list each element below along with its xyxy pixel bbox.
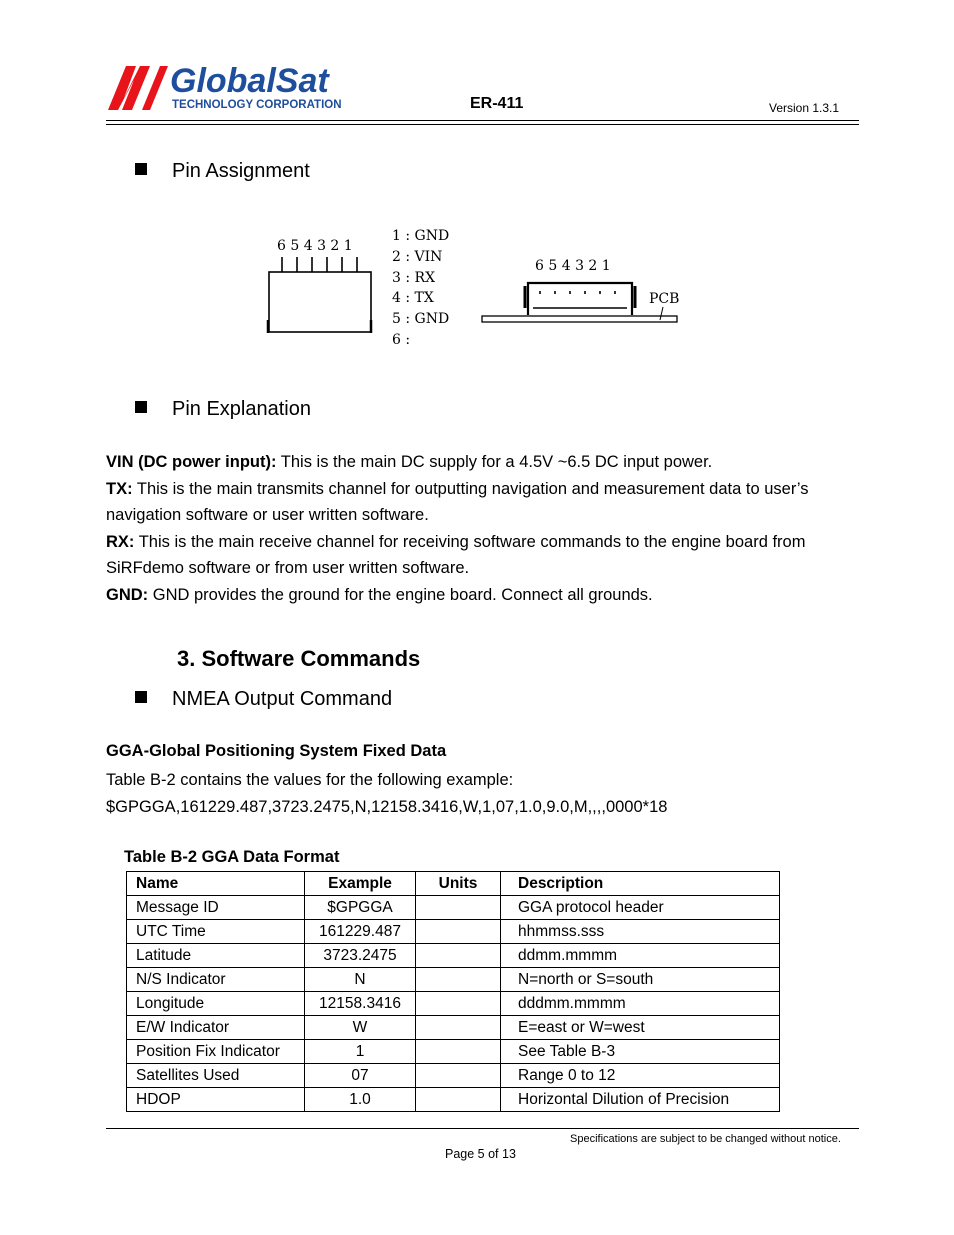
- table-header-row: [127, 872, 780, 896]
- cell-units: [416, 1016, 501, 1040]
- vin-description: [106, 449, 866, 476]
- cell-example: 3723.2475: [305, 944, 416, 968]
- nmea-heading: [135, 688, 392, 711]
- table-row: [127, 896, 780, 920]
- square-bullet-icon: [135, 401, 147, 413]
- gnd-term: GND:: [106, 585, 149, 604]
- footer-note: Specifications are subject to be changed without notice.: [570, 1133, 841, 1145]
- cell-description: GGA protocol header: [501, 896, 780, 920]
- rx-text: This is the main receive channel for receiving software commands to the engine board from SiRFdemo software or from user written software.: [106, 532, 806, 577]
- pin-assignment-heading: [135, 160, 310, 183]
- pin-label-4: 4 : TX: [392, 290, 434, 306]
- pin-explanation-body: [106, 449, 866, 608]
- cell-example: 1: [305, 1040, 416, 1064]
- pin-list: [392, 228, 449, 348]
- column-header-units: Units: [416, 872, 501, 896]
- table-caption: Table B-2 GGA Data Format: [124, 848, 340, 866]
- doc-title: ER-411: [470, 95, 524, 112]
- gga-example-sentence: $GPGGA,161229.487,3723.2475,N,12158.3416,W,1,07,1.0,9.0,M,,,,0000*18: [106, 798, 668, 816]
- tx-text: This is the main transmits channel for outputting navigation and measurement data to user’s navigation software or user written software.: [106, 479, 809, 524]
- cell-name: Longitude: [127, 992, 305, 1016]
- pin-numbers-left: 6 5 4 3 2 1: [277, 238, 353, 254]
- rx-term: RX:: [106, 532, 135, 551]
- cell-name: HDOP: [127, 1088, 305, 1112]
- table-row: [127, 1040, 780, 1064]
- pin-explanation-heading: [135, 398, 311, 421]
- rx-description: [106, 529, 866, 582]
- cell-example: N: [305, 968, 416, 992]
- cell-example: 161229.487: [305, 920, 416, 944]
- version-label: Version 1.3.1: [769, 101, 840, 115]
- table-row: [127, 968, 780, 992]
- table-row: [127, 1088, 780, 1112]
- cell-units: [416, 1040, 501, 1064]
- vin-term: VIN (DC power input):: [106, 453, 277, 471]
- footer-divider: [106, 1128, 859, 1129]
- logo-mark-icon: [108, 66, 168, 110]
- header-divider: [106, 120, 859, 121]
- cell-example: 07: [305, 1064, 416, 1088]
- column-header-example: Example: [305, 872, 416, 896]
- gga-heading: GGA-Global Positioning System Fixed Data: [106, 742, 447, 760]
- cell-name: N/S Indicator: [127, 968, 305, 992]
- header-divider-secondary: [106, 124, 859, 125]
- column-header-name: Name: [127, 872, 305, 896]
- cell-units: [416, 1064, 501, 1088]
- cell-name: Position Fix Indicator: [127, 1040, 305, 1064]
- cell-example: 12158.3416: [305, 992, 416, 1016]
- table-row: [127, 992, 780, 1016]
- cell-description: E=east or W=west: [501, 1016, 780, 1040]
- table-row: [127, 1016, 780, 1040]
- cell-units: [416, 896, 501, 920]
- vin-text: This is the main DC supply for a 4.5V ~6.5 DC input power.: [276, 453, 713, 471]
- cell-name: Satellites Used: [127, 1064, 305, 1088]
- gnd-description: [106, 582, 866, 609]
- cell-description: See Table B-3: [501, 1040, 780, 1064]
- tx-term: TX:: [106, 479, 133, 498]
- gga-data-table: [126, 871, 780, 1112]
- gga-intro-line: Table B-2 contains the values for the following example:: [106, 771, 514, 789]
- cell-units: [416, 944, 501, 968]
- square-bullet-icon: [135, 163, 147, 175]
- gnd-text: GND provides the ground for the engine board. Connect all grounds.: [148, 585, 653, 604]
- cell-name: Latitude: [127, 944, 305, 968]
- logo-subtitle: TECHNOLOGY CORPORATION: [172, 99, 342, 111]
- logo-text: GlobalSat: [170, 62, 329, 100]
- tx-description: [106, 476, 866, 529]
- table-row: [127, 920, 780, 944]
- globalsat-logo: [106, 58, 356, 114]
- cell-description: Range 0 to 12: [501, 1064, 780, 1088]
- pin-diagram: [260, 220, 690, 350]
- pin-assignment-label: Pin Assignment: [172, 160, 310, 182]
- pin-label-5: 5 : GND: [392, 311, 450, 327]
- pin-explanation-label: Pin Explanation: [172, 398, 311, 420]
- cell-description: N=north or S=south: [501, 968, 780, 992]
- page-number: Page 5 of 13: [445, 1147, 516, 1161]
- cell-description: Horizontal Dilution of Precision: [501, 1088, 780, 1112]
- nmea-label: NMEA Output Command: [172, 688, 393, 710]
- cell-example: 1.0: [305, 1088, 416, 1112]
- cell-description: ddmm.mmmm: [501, 944, 780, 968]
- square-bullet-icon: [135, 691, 147, 703]
- pin-label-6: 6 :: [392, 332, 411, 348]
- pin-numbers-right: 6 5 4 3 2 1: [535, 258, 611, 274]
- connector-side-view: [482, 258, 679, 322]
- column-header-description: Description: [501, 872, 780, 896]
- cell-units: [416, 992, 501, 1016]
- cell-description: dddmm.mmmm: [501, 992, 780, 1016]
- cell-units: [416, 920, 501, 944]
- gga-intro: [106, 767, 667, 821]
- pin-label-2: 2 : VIN: [392, 249, 443, 265]
- pin-label-1: 1 : GND: [392, 228, 450, 244]
- cell-units: [416, 968, 501, 992]
- section-heading: 3. Software Commands: [177, 646, 421, 671]
- cell-name: Message ID: [127, 896, 305, 920]
- cell-example: $GPGGA: [305, 896, 416, 920]
- cell-name: UTC Time: [127, 920, 305, 944]
- cell-units: [416, 1088, 501, 1112]
- table-row: [127, 1064, 780, 1088]
- cell-name: E/W Indicator: [127, 1016, 305, 1040]
- pcb-label: PCB: [649, 291, 680, 307]
- cell-example: W: [305, 1016, 416, 1040]
- cell-description: hhmmss.sss: [501, 920, 780, 944]
- table-row: [127, 944, 780, 968]
- connector-front-view: [268, 238, 371, 333]
- pin-label-3: 3 : RX: [392, 270, 436, 286]
